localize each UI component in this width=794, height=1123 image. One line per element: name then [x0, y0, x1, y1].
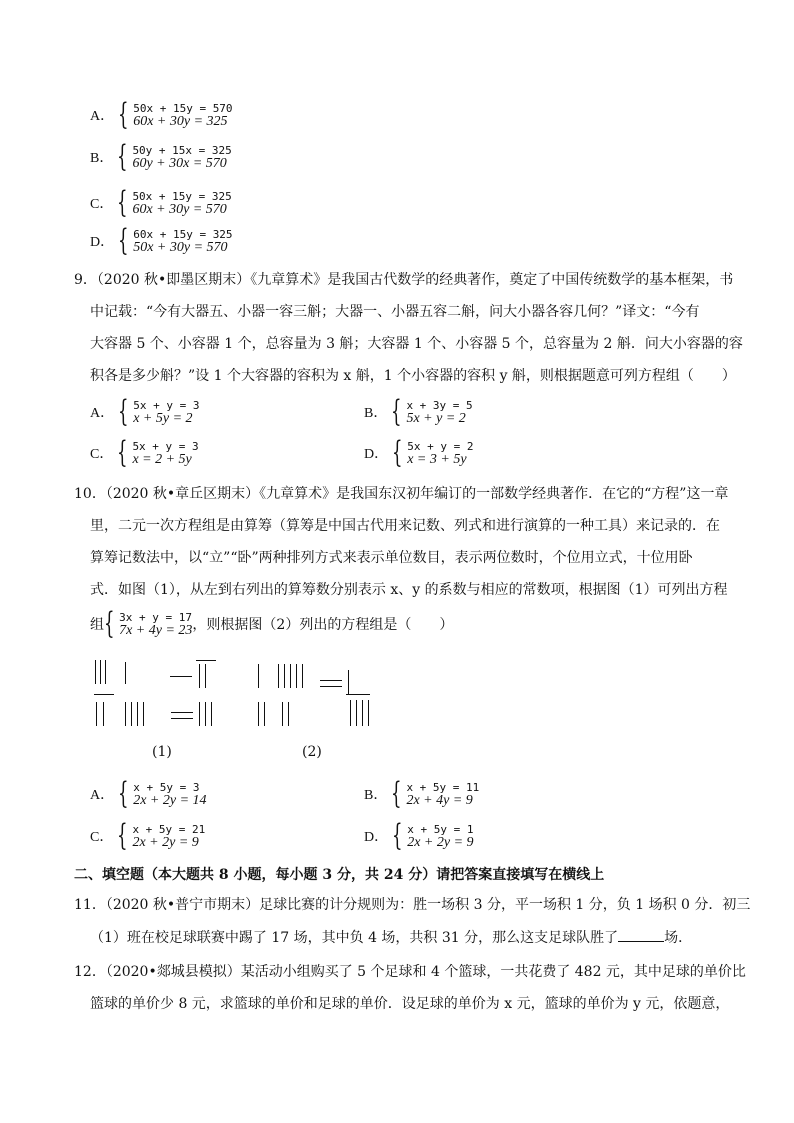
brace-icon: { [118, 223, 129, 258]
equation-1: 3x + y = 17 [119, 610, 192, 624]
brace-icon: { [391, 394, 402, 429]
equation-1: x + 5y = 1 [407, 822, 474, 836]
equation-2: 7x + 4y = 23 [119, 622, 193, 638]
q9-option-d [364, 435, 474, 470]
q8-option-d [90, 223, 233, 258]
brace-icon: { [118, 776, 129, 811]
q11-line2-prefix: （1）班在校足球联赛中踢了 17 场，其中负 4 场，共积 31 分，那么这支足球队胜了 [90, 930, 619, 946]
equation-2: 50x + 30y = 570 [133, 239, 228, 255]
figure-2-label: (2) [302, 744, 322, 760]
equation-2: 60x + 30y = 325 [133, 113, 228, 129]
brace-icon: { [117, 818, 128, 853]
equation-1: x + 5y = 3 [133, 780, 200, 794]
equation-1: 50x + 15y = 570 [133, 101, 233, 115]
option-label: C． [90, 447, 114, 462]
equation-2: x = 2 + 5y [132, 451, 192, 467]
equation-1: 5x + y = 3 [132, 439, 199, 453]
option-label: B． [364, 788, 388, 803]
option-label: B． [90, 151, 114, 166]
q9-line-1: 9．（2020 秋•即墨区期末）《九章算术》是我国古代数学的经典著作，奠定了中国传统数学的基本框架，书 [74, 272, 734, 288]
equation-2: x = 3 + 5y [407, 451, 467, 467]
equation-1: x + 5y = 21 [132, 822, 206, 836]
equation-2: 60y + 30x = 570 [132, 155, 227, 171]
equation-1: x + 5y = 11 [406, 780, 480, 794]
option-label: C． [90, 197, 114, 212]
option-label: A． [90, 109, 115, 124]
section-heading: 二、填空题（本大题共 8 小题，每小题 3 分，共 24 分）请把答案直接填写在横线上 [74, 867, 605, 883]
brace-icon: { [392, 818, 403, 853]
answer-blank[interactable] [618, 927, 664, 942]
q9-option-b [364, 394, 473, 429]
brace-icon: { [117, 185, 128, 220]
q8-option-b [90, 139, 232, 174]
q10-line5-prefix: 组 [90, 617, 104, 633]
q10-line-1: 10．（2020 秋•章丘区期末）《九章算术》是我国东汉初年编订的一部数学经典著作．在它的“方程”这一章 [74, 486, 729, 502]
figure-1-label: (1) [152, 744, 172, 760]
equation-1: 60x + 15y = 325 [133, 227, 233, 241]
equation-1: 50x + 15y = 325 [132, 189, 232, 203]
q10-option-c [90, 818, 206, 853]
option-label: A． [90, 406, 115, 421]
option-label: D． [364, 830, 389, 845]
q9-option-c [90, 435, 199, 470]
q11-line-2 [90, 927, 692, 948]
q12-line-1: 12．（2020•郯城县模拟）某活动小组购买了 5 个足球和 4 个篮球，一共花费了 482 元，其中足球的单价比 [74, 964, 746, 980]
q8-option-c [90, 185, 232, 220]
brace-icon: { [117, 139, 128, 174]
option-label: C． [90, 830, 114, 845]
brace-icon: { [104, 606, 115, 641]
option-label: B． [364, 406, 388, 421]
equation-2: x + 5y = 2 [133, 410, 193, 426]
q11-line-1: 11．（2020 秋•普宁市期末）足球比赛的计分规则为：胜一场积 3 分，平一场积 1 分，负 1 场积 0 分．初三 [74, 897, 751, 913]
q10-line-4: 式．如图（1），从左到右列出的算筹数分别表示 x、y 的系数与相应的常数项，根据图（1）可列出方程 [90, 582, 728, 598]
equation-1: 50y + 15x = 325 [132, 143, 232, 157]
q9-option-a [90, 394, 200, 429]
q12-line-2: 篮球的单价少 8 元，求篮球的单价和足球的单价．设足球的单价为 x 元，篮球的单价为 y 元，依题意， [90, 996, 730, 1012]
brace-icon: { [117, 435, 128, 470]
brace-icon: { [391, 776, 402, 811]
q9-line-3: 大容器 5 个、小容器 1 个，总容量为 3 斛；大容器 1 个、小容器 5 个，总容量为 2 斛．问大小容器的容 [90, 336, 743, 352]
q10-option-a [90, 776, 207, 811]
q8-option-a [90, 97, 233, 132]
option-label: D． [90, 235, 115, 250]
q10-line5-suffix: ，则根据图（2）列出的方程组是（ ） [192, 617, 454, 633]
equation-2: 60x + 30y = 570 [132, 201, 227, 217]
option-label: A． [90, 788, 115, 803]
equation-2: 2x + 2y = 9 [132, 834, 199, 850]
q10-option-b [364, 776, 480, 811]
q10-line-3: 算筹记数法中，以“立”“卧”两种排列方式来表示单位数目，表示两位数时，个位用立式，十位用卧 [90, 550, 693, 566]
equation-1: x + 3y = 5 [406, 398, 473, 412]
equation-2: 2x + 4y = 9 [406, 792, 473, 808]
option-label: D． [364, 447, 389, 462]
q10-line-5 [90, 606, 454, 641]
equation-1: 5x + y = 2 [407, 439, 474, 453]
q10-option-d [364, 818, 474, 853]
q11-line2-suffix: 场． [664, 930, 693, 946]
q9-line-2: 中记载：“今有大器五、小器一容三斛；大器一、小器五容二斛，问大小器各容几何？”译文：“今有 [90, 304, 700, 320]
equation-2: 2x + 2y = 14 [133, 792, 207, 808]
brace-icon: { [118, 394, 129, 429]
q10-line-2: 里，二元一次方程组是由算筹（算筹是中国古代用来记数、列式和进行演算的一种工具）来记录的．在 [90, 518, 720, 534]
equation-2: 5x + y = 2 [406, 410, 466, 426]
q9-line-4: 积各是多少斛？”设 1 个大容器的容积为 x 斛，1 个小容器的容积 y 斛，则根据题意可列方程组（ ） [90, 368, 736, 384]
brace-icon: { [392, 435, 403, 470]
brace-icon: { [118, 97, 129, 132]
equation-1: 5x + y = 3 [133, 398, 200, 412]
equation-2: 2x + 2y = 9 [407, 834, 474, 850]
